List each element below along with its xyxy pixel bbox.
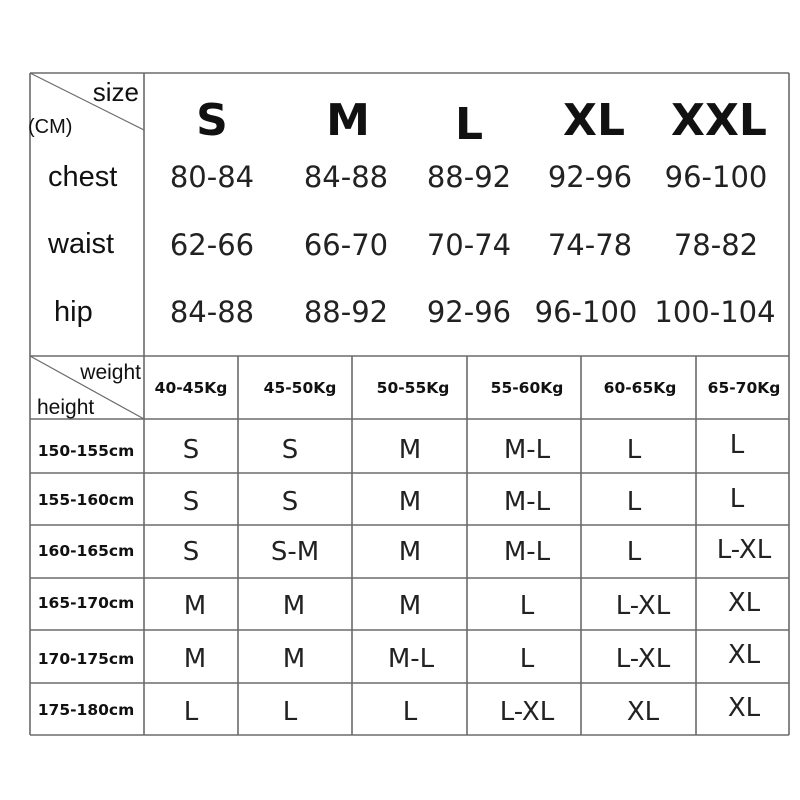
size-cell: M-L — [503, 487, 551, 517]
size-cell: L — [729, 484, 745, 514]
measurement-cell: 100-104 — [654, 295, 776, 329]
size-cell: L — [402, 697, 418, 727]
height-label: 170-175cm — [37, 650, 135, 668]
size-cell: L — [626, 435, 642, 465]
weight-header: 65-70Kg — [707, 379, 781, 397]
size-header: S — [196, 95, 228, 146]
size-header: M — [326, 95, 370, 146]
size-cell: S — [182, 435, 200, 465]
size-cell: L-XL — [499, 697, 555, 727]
height-corner-label: height — [37, 396, 95, 419]
size-header: XL — [563, 95, 625, 146]
height-label: 150-155cm — [37, 442, 135, 460]
measurement-cell: 70-74 — [426, 228, 512, 262]
measurement-cell: 74-78 — [547, 228, 633, 262]
height-label: 175-180cm — [37, 701, 135, 719]
measurement-cell: 66-70 — [303, 228, 389, 262]
measurement-cell: 78-82 — [673, 228, 759, 262]
size-cell: M — [398, 537, 422, 567]
size-cell: M — [282, 591, 306, 621]
size-corner-label: size — [92, 77, 139, 107]
weight-header: 60-65Kg — [603, 379, 677, 397]
row-label: waist — [48, 228, 115, 260]
size-cell: S — [281, 435, 299, 465]
measurement-cell: 84-88 — [169, 295, 255, 329]
size-cell: M-L — [503, 435, 551, 465]
measurement-cell: 92-96 — [547, 160, 633, 194]
measurement-cell: 88-92 — [426, 160, 512, 194]
height-label: 165-170cm — [37, 594, 135, 612]
size-cell: L — [729, 430, 745, 460]
size-cell: L-XL — [716, 535, 772, 565]
size-cell: S — [182, 537, 200, 567]
size-cell: XL — [626, 697, 660, 727]
unit-corner-label: (CM) — [28, 116, 73, 138]
size-cell: L — [282, 697, 298, 727]
row-label: hip — [54, 296, 93, 328]
size-cell: M — [282, 644, 306, 674]
measurement-cell: 80-84 — [169, 160, 255, 194]
size-cell: XL — [727, 693, 761, 723]
measurement-cell: 88-92 — [303, 295, 389, 329]
measurement-cell: 96-100 — [664, 160, 768, 194]
size-header: XXL — [671, 95, 767, 146]
size-cell: S-M — [270, 537, 320, 567]
measurement-cell: 92-96 — [426, 295, 512, 329]
weight-header: 45-50Kg — [263, 379, 337, 397]
size-cell: L — [519, 644, 535, 674]
size-cell: L — [626, 487, 642, 517]
size-cell: M-L — [387, 644, 435, 674]
size-cell: XL — [727, 588, 761, 618]
size-cell: L-XL — [615, 644, 671, 674]
size-cell: M — [183, 644, 207, 674]
size-header: L — [454, 99, 484, 150]
size-cell: L — [183, 697, 199, 727]
size-cell: S — [281, 487, 299, 517]
measurement-cell: 96-100 — [534, 295, 638, 329]
size-cell: M — [398, 591, 422, 621]
size-cell: M — [398, 435, 422, 465]
measurement-cell: 62-66 — [169, 228, 255, 262]
row-label: chest — [48, 161, 118, 193]
size-cell: M — [183, 591, 207, 621]
height-label: 160-165cm — [37, 542, 135, 560]
weight-header: 55-60Kg — [490, 379, 564, 397]
size-cell: S — [182, 487, 200, 517]
weight-header: 50-55Kg — [376, 379, 450, 397]
weight-corner-label: weight — [80, 361, 141, 384]
height-label: 155-160cm — [37, 491, 135, 509]
size-cell: L — [626, 537, 642, 567]
weight-header: 40-45Kg — [154, 379, 228, 397]
size-cell: M-L — [503, 537, 551, 567]
size-cell: XL — [727, 640, 761, 670]
size-cell: L-XL — [615, 591, 671, 621]
size-cell: M — [398, 487, 422, 517]
measurement-cell: 84-88 — [303, 160, 389, 194]
size-cell: L — [519, 591, 535, 621]
